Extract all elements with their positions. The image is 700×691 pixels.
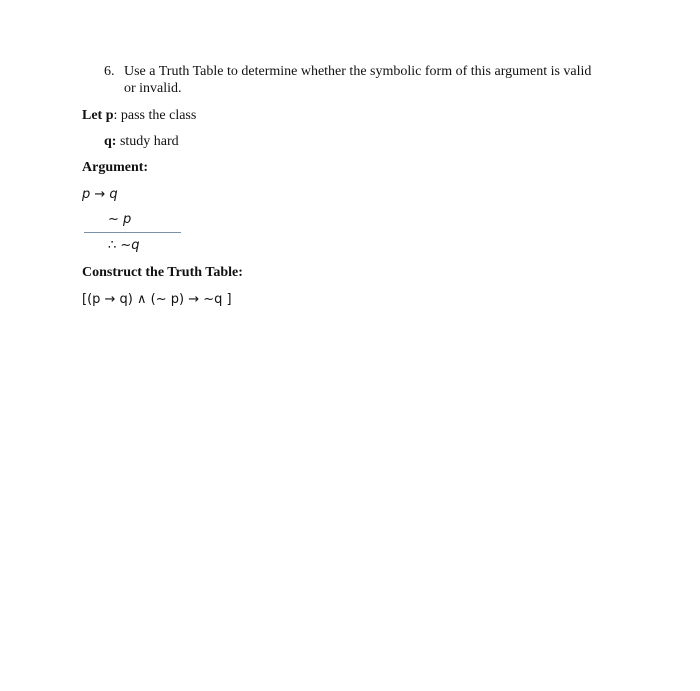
argument-premise-1: p → q <box>82 187 118 202</box>
argument-heading: Argument: <box>82 160 149 175</box>
definition-p <box>82 108 196 124</box>
argument-premise-2: ~ p <box>108 212 132 227</box>
argument-conclusion <box>108 238 140 253</box>
question-text-line1: Use a Truth Table to determine whether the symbolic form of this argument is valid <box>124 64 592 79</box>
definition-q <box>104 134 179 150</box>
truth-table-expression: [(p → q) ∧ (~ p) → ~q ] <box>82 292 232 307</box>
therefore-symbol: ∴ <box>108 238 117 253</box>
truth-table-heading: Construct the Truth Table: <box>82 265 243 280</box>
definition-q-label: q: <box>104 134 117 149</box>
question-text-line2: or invalid. <box>124 81 182 96</box>
argument-conclusion-text: ~q <box>116 238 140 253</box>
definition-p-text: : pass the class <box>113 108 197 123</box>
argument-divider-line <box>84 232 181 233</box>
question-number: 6. <box>104 64 115 79</box>
definition-q-text: study hard <box>116 134 179 149</box>
definition-p-label: Let p <box>82 108 114 123</box>
